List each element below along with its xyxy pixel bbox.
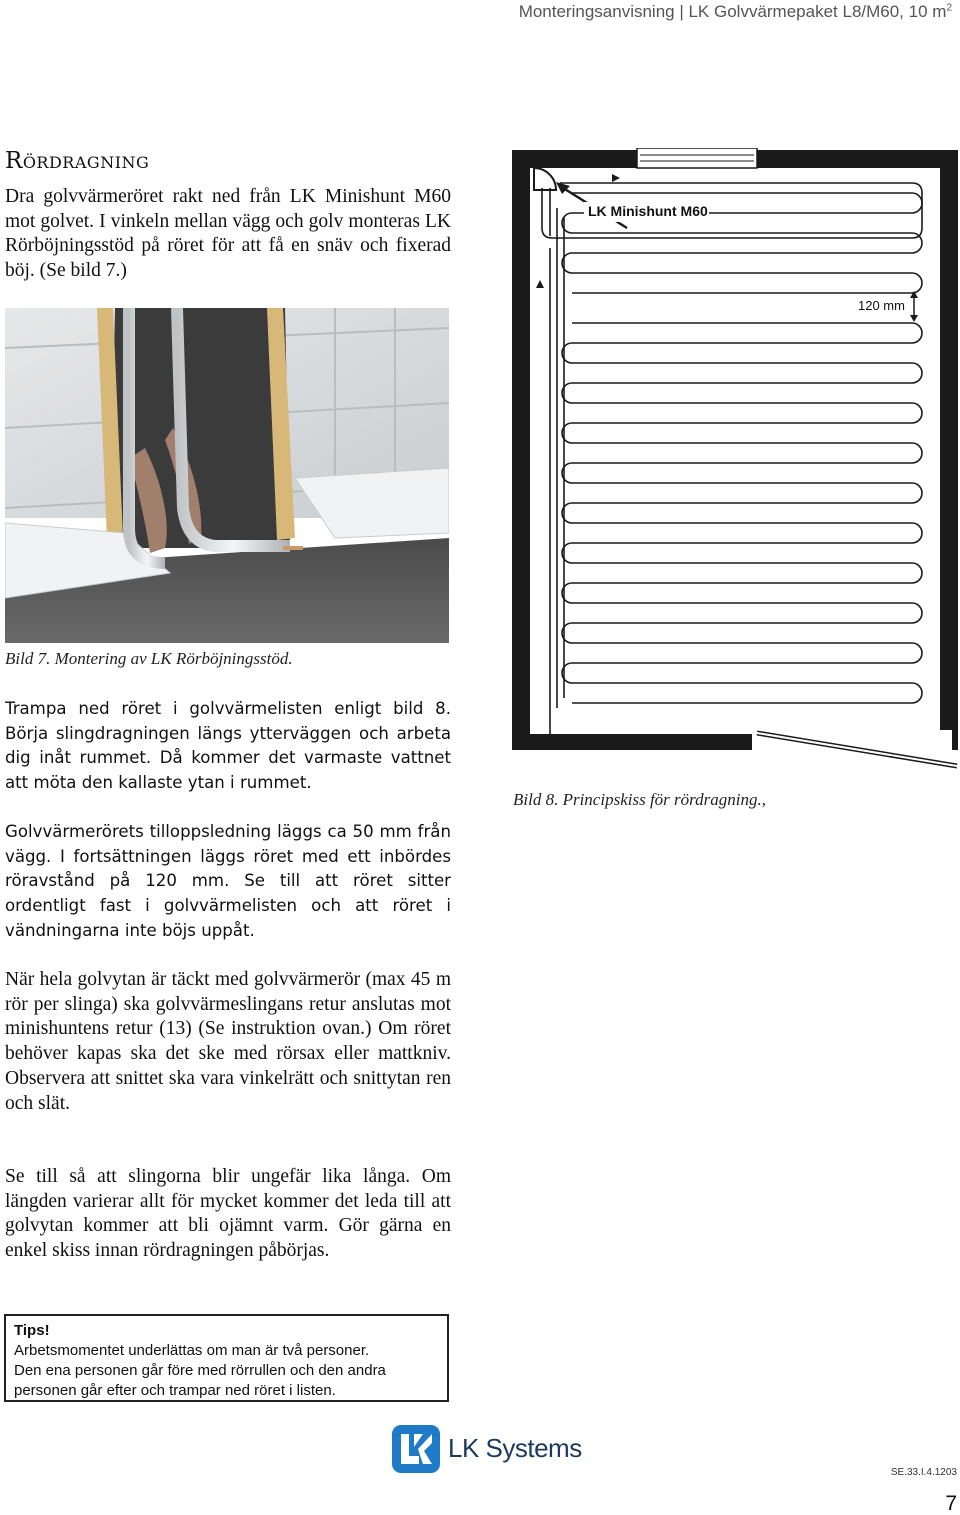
lk-systems-logo bbox=[392, 1425, 582, 1473]
document-code: SE.33.I.4.1203 bbox=[890, 1467, 957, 1478]
tips-title: Tips! bbox=[14, 1322, 50, 1339]
paragraph-trampa: Trampa ned röret i golvvärmelisten enligt bild 8. Börja slingdragningen längs ytterväggen och arbeta dig inåt rummet. Då kommer det varmaste vattnet att möta den kallaste ytan i rummet. bbox=[5, 699, 451, 793]
figure-8-diagram bbox=[512, 148, 958, 778]
page-header: Monteringsanvisning | LK Golvvärmepaket L8/M60, 10 $m^2$ bbox=[518, 2, 952, 21]
tips-box bbox=[4, 1314, 449, 1402]
paragraph-intro: Dra golvvärmeröret rakt ned från LK Minishunt M60 mot golvet. I vinkeln mellan vägg och golv monteras LK Rörböjningsstöd på röret för att få en snäv och fixerad böj. (Se bild 7.) bbox=[5, 186, 451, 282]
tips-line-2: Den ena personen går före med rörrullen och den andra bbox=[14, 1362, 386, 1379]
paragraph-retur: När hela golvytan är täckt med golvvärmerör (max 45 m rör per slinga) ska golvvärmeslingans retur anslutas mot minishuntens retur (13) (Se instruktion ovan.) Om röret behöver kapas ska det ske med rörsax eller mattkniv. Observera att snittet ska vara vinkelrätt och snittytan ren och slät. bbox=[5, 969, 451, 1114]
section-title: Rördragning bbox=[5, 148, 150, 174]
figure-7-caption: Bild 7. Montering av LK Rörböjningsstöd. bbox=[5, 649, 293, 668]
figure-8-caption: Bild 8. Principskiss för rördragning., bbox=[513, 790, 766, 809]
rorbojningsstod-illustration bbox=[5, 308, 449, 643]
rordragning-plan bbox=[512, 148, 958, 778]
tips-line-3: personen går efter och trampar ned röret i listen. bbox=[14, 1382, 336, 1399]
figure-7-photo bbox=[5, 308, 449, 643]
paragraph-slingor: Se till så att slingorna blir ungefär lika långa. Om längden varierar allt för mycket kommer det leda till att golvytan kommer att bli ojämnt varm. Gör gärna en enkel skiss innan rördragningen påbörjas. bbox=[5, 1166, 451, 1262]
page-number-text: 7 bbox=[945, 1492, 957, 1515]
minishunt-label: LK Minishunt M60 bbox=[588, 203, 708, 219]
tips-line-1: Arbetsmomentet underlättas om man är två personer. bbox=[14, 1342, 370, 1359]
lk-logo-icon bbox=[392, 1425, 440, 1473]
logo-text: LK Systems bbox=[448, 1433, 582, 1463]
paragraph-tilloppsledning: Golvvärmerörets tilloppsledning läggs ca 50 mm från vägg. I fortsättningen läggs röret med ett inbördes röravstånd på 120 mm. Se till att röret sitter ordentligt fast i golvvärmelisten och att röret i vändningarna inte böjs uppåt. bbox=[5, 822, 451, 940]
spacing-label: 120 mm bbox=[858, 298, 905, 313]
